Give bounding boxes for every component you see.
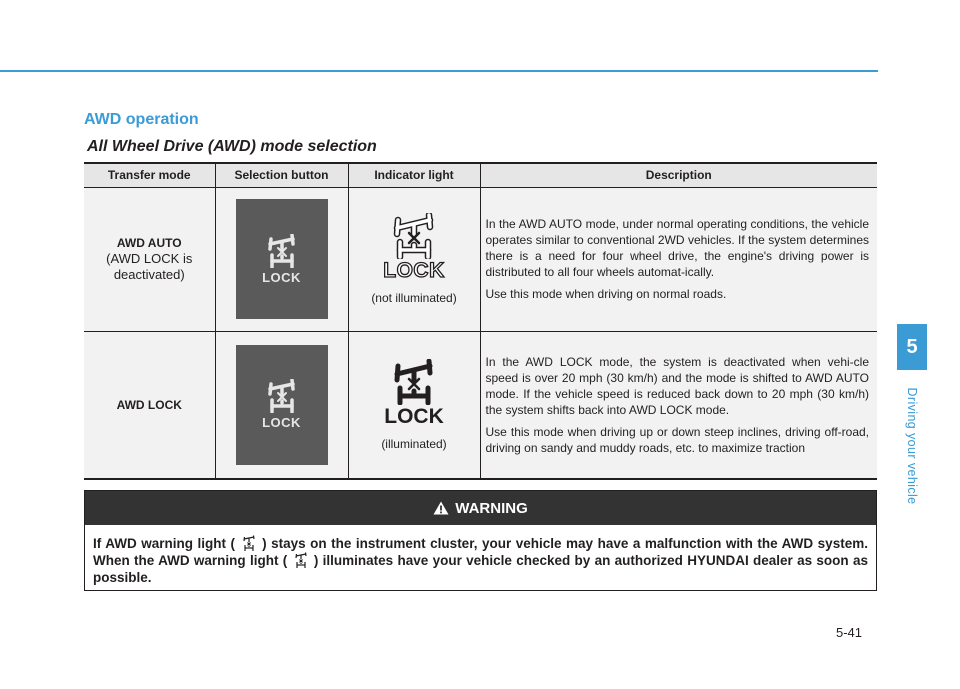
mode-name: AWD AUTO — [116, 236, 182, 250]
awd-lock-axle-icon — [265, 379, 299, 413]
mode-subtext-line1: (AWD LOCK is — [106, 251, 193, 266]
table-subtitle: All Wheel Drive (AWD) mode selection — [87, 138, 377, 155]
description-text — [481, 354, 878, 456]
warning-header — [85, 491, 876, 525]
warning-text-part1: If AWD warning light ( — [93, 536, 236, 551]
indicator-lock-label: LOCK — [384, 404, 444, 428]
indicator-lock-label: LOCK — [383, 259, 445, 282]
awd-axle-outline-icon — [389, 213, 439, 259]
section-title: AWD operation — [84, 111, 199, 128]
awd-lock-button-image — [236, 199, 328, 319]
description-paragraph: Use this mode when driving up or down steep inclines, driving off-road, driving on sandy and muddy roads, etc. to maximize traction — [485, 424, 869, 455]
mode-subtext-line2: deactivated) — [113, 267, 185, 282]
description-paragraph: Use this mode when driving on normal roads. — [485, 287, 727, 301]
mode-subtext — [84, 251, 215, 283]
awd-warning-icon — [241, 535, 257, 551]
warning-title: WARNING — [455, 499, 528, 517]
header-description: Description — [480, 163, 877, 187]
chapter-title-vertical — [898, 387, 926, 505]
transfer-mode-cell — [84, 331, 215, 479]
header-indicator-light: Indicator light — [348, 163, 480, 187]
selection-button-cell — [215, 331, 348, 479]
button-lock-label: LOCK — [262, 269, 301, 285]
description-cell — [480, 331, 877, 479]
indicator-light-on — [349, 359, 480, 451]
table-header-row — [84, 163, 877, 187]
transfer-mode-cell — [84, 187, 215, 331]
header-selection-button: Selection button — [215, 163, 348, 187]
description-paragraph: In the AWD AUTO mode, under normal operating conditions, the vehicle operates similar to conventional 2WD vehicles. If the system determines there is a need for four wheel drive, the engine's driving power is distributed to all four wheels automat-ically. — [485, 217, 869, 279]
indicator-light-cell — [348, 187, 480, 331]
awd-mode-table — [84, 162, 877, 480]
page-number: 5-41 — [836, 625, 863, 640]
warning-triangle-icon — [433, 501, 449, 515]
header-transfer-mode: Transfer mode — [84, 163, 215, 187]
description-paragraph: In the AWD LOCK mode, the system is deactivated when vehi-cle speed is over 20 mph (30 km/h) and the mode is shifted to AWD AUTO mode. If the vehicle speed is reduced back down to 20 mph (30 km/h) the system shifts back into AWD LOCK mode. — [485, 354, 869, 417]
awd-axle-solid-icon — [389, 359, 439, 405]
table-row — [84, 187, 877, 331]
indicator-light-off — [349, 213, 480, 305]
indicator-caption: (illuminated) — [381, 436, 447, 451]
description-cell — [480, 187, 877, 331]
chapter-number-tab: 5 — [897, 324, 927, 370]
chapter-title: Driving your vehicle — [905, 387, 919, 505]
header-rule — [0, 70, 878, 72]
awd-lock-axle-icon — [265, 234, 299, 268]
warning-text — [85, 525, 876, 586]
description-text — [481, 216, 878, 302]
warning-text-part3: ) illuminates have your vehicle checked by an authorized HYUNDAI dealer as soon as possible. — [93, 553, 868, 585]
button-lock-label: LOCK — [262, 415, 301, 431]
awd-lock-button-image — [236, 345, 328, 465]
selection-button-cell — [215, 187, 348, 331]
mode-name: AWD LOCK — [116, 397, 182, 412]
warning-box — [84, 490, 877, 591]
indicator-light-cell — [348, 331, 480, 479]
indicator-caption: (not illuminated) — [371, 291, 457, 305]
awd-warning-icon — [293, 552, 309, 568]
table-row — [84, 331, 877, 479]
warning-text-part2: ) stays on the instrument cluster, your vehicle may have a malfunction with the AWD system. When the AWD warning light ( — [93, 536, 868, 568]
